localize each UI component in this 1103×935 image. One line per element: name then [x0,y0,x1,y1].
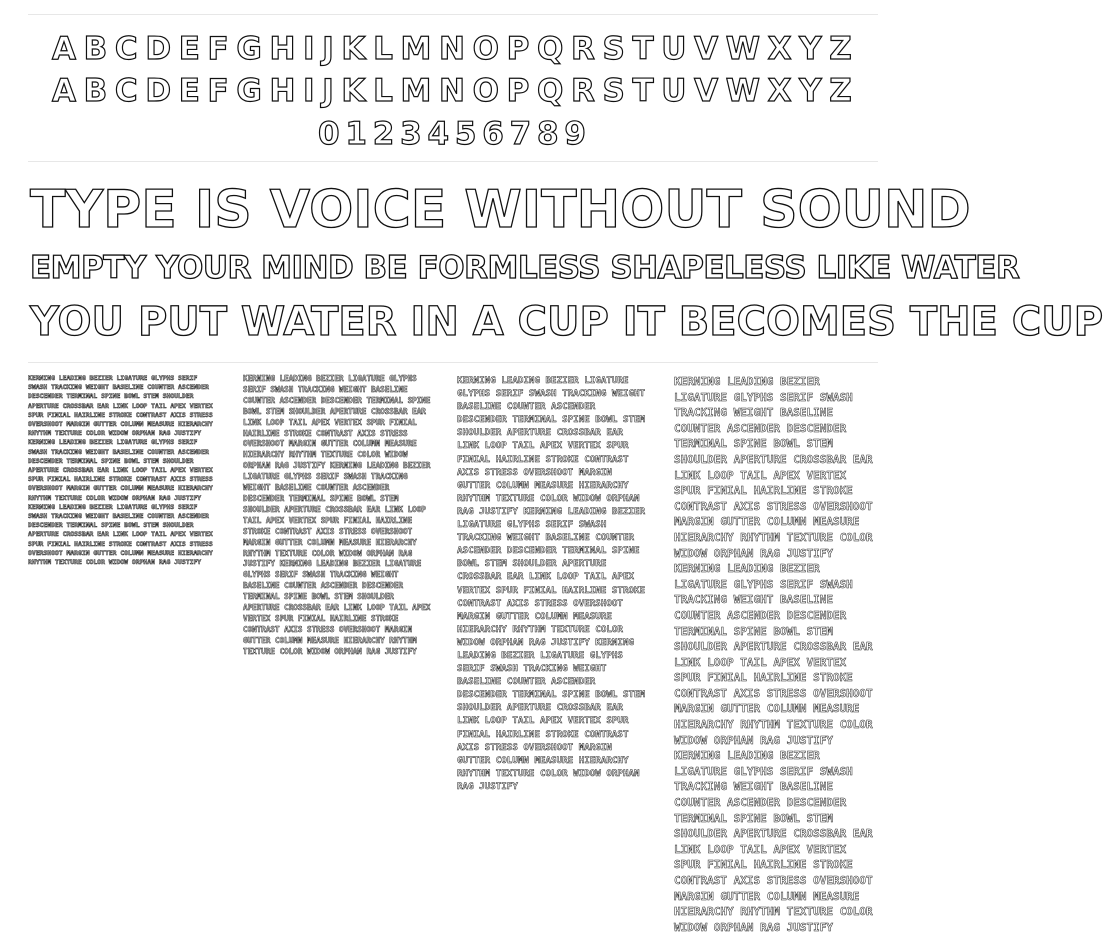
glyph-p: P [506,31,530,67]
glyph-n: N [439,73,465,109]
glyph-s: S [602,73,625,109]
glyph-m: M [400,31,432,67]
glyph-v: V [694,73,719,109]
glyph-r: R [570,31,595,67]
glyph-j: J [322,73,334,109]
glyph-q: Q [536,73,564,109]
glyph-d: D [145,31,172,67]
lowercase-alphabet-row [52,72,852,110]
glyph-x: X [767,73,792,109]
text-sample-column-small: KERNING LEADING BEZIER LIGATURE GLYPHS SERIF SWASH TRACKING WEIGHT BASELINE COUNTER ASCENDER DESCENDER TERMINAL SPINE BOWL STEM SHOULDER APERTURE CROSSBAR EAR LINK LOOP TAIL APEX VERTEX SPUR FINIAL HAIRLINE STROKE CONTRAST AXIS STRESS OVERSHOOT MARGIN GUTTER COLUMN MEASURE HIERARCHY RHYTHM TEXTURE COLOR WIDOW ORPHAN RAG JUSTIFY KERNING LEADING BEZIER LIGATURE GLYPHS SERIF SWASH TRACKING WEIGHT BASELINE COUNTER ASCENDER DESCENDER TERMINAL SPINE BOWL STEM SHOULDER APERTURE CROSSBAR EAR LINK LOOP TAIL APEX VERTEX SPUR FINIAL HAIRLINE STROKE CONTRAST AXIS STRESS OVERSHOOT MARGIN GUTTER COLUMN MEASURE HIERARCHY RHYTHM TEXTURE COLOR WIDOW ORPHAN RAG JUSTIFY KERNING LEADING BEZIER LIGATURE GLYPHS SERIF SWASH TRACKING WEIGHT BASELINE COUNTER ASCENDER DESCENDER TERMINAL SPINE BOWL STEM SHOULDER APERTURE CROSSBAR EAR LINK LOOP TAIL APEX VERTEX SPUR FINIAL HAIRLINE STROKE CONTRAST AXIS STRESS OVERSHOOT MARGIN GUTTER COLUMN MEASURE HIERARCHY RHYTHM TEXTURE COLOR WIDOW ORPHAN RAG JUSTIFY [28,374,213,567]
glyph-k: K [341,31,366,67]
glyph-e: E [178,31,200,67]
showcase-line-3: YOU PUT WATER IN A CUP IT BECOMES THE CUP [30,299,1103,345]
text-sample-column-large: KERNING LEADING BEZIER LIGATURE GLYPHS SERIF SWASH TRACKING WEIGHT BASELINE COUNTER ASCENDER DESCENDER TERMINAL SPINE BOWL STEM SHOULDER APERTURE CROSSBAR EAR LINK LOOP TAIL APEX VERTEX SPUR FINIAL HAIRLINE STROKE CONTRAST AXIS STRESS OVERSHOOT MARGIN GUTTER COLUMN MEASURE HIERARCHY RHYTHM TEXTURE COLOR WIDOW ORPHAN RAG JUSTIFY KERNING LEADING BEZIER LIGATURE GLYPHS SERIF SWASH TRACKING WEIGHT BASELINE COUNTER ASCENDER DESCENDER TERMINAL SPINE BOWL STEM SHOULDER APERTURE CROSSBAR EAR LINK LOOP TAIL APEX VERTEX SPUR FINIAL HAIRLINE STROKE CONTRAST AXIS STRESS OVERSHOOT MARGIN GUTTER COLUMN MEASURE HIERARCHY RHYTHM TEXTURE COLOR WIDOW ORPHAN RAG JUSTIFY KERNING LEADING BEZIER LIGATURE GLYPHS SERIF SWASH TRACKING WEIGHT BASELINE COUNTER ASCENDER DESCENDER TERMINAL SPINE BOWL STEM SHOULDER APERTURE CROSSBAR EAR LINK LOOP TAIL APEX VERTEX SPUR FINIAL HAIRLINE STROKE CONTRAST AXIS STRESS OVERSHOOT MARGIN GUTTER COLUMN MEASURE HIERARCHY RHYTHM TEXTURE COLOR WIDOW ORPHAN RAG JUSTIFY [457,375,646,792]
glyph-h: H [269,31,296,67]
glyph-i: I [303,73,315,109]
glyph-l: L [373,31,393,67]
showcase-line-2: EMPTY YOUR MIND BE FORMLESS SHAPELESS LIKE WATER [30,250,1020,286]
glyph-k: K [341,73,366,109]
glyph-u: U [661,73,687,109]
glyph-n: N [439,31,465,67]
glyph-d: D [145,73,172,109]
glyph-2: 2 [372,116,395,152]
glyph-9: 9 [564,116,586,152]
glyph-m: M [400,73,432,109]
glyph-a: A [52,31,76,67]
glyph-b: B [83,31,108,67]
glyph-v: V [694,31,719,67]
digits-row [318,114,586,154]
glyph-f: F [207,73,229,109]
glyph-p: P [506,73,530,109]
glyph-1: 1 [345,116,367,152]
glyph-c: C [114,31,138,67]
glyph-s: S [602,31,625,67]
glyph-7: 7 [509,116,532,152]
glyph-f: F [207,31,229,67]
glyph-z: Z [829,73,852,109]
glyph-b: B [83,73,108,109]
glyph-o: O [472,31,499,67]
glyph-e: E [178,73,200,109]
glyph-c: C [114,73,138,109]
glyph-y: Y [799,31,822,67]
glyph-5: 5 [454,116,477,152]
glyph-t: T [632,73,654,109]
glyph-8: 8 [537,116,559,152]
glyph-r: R [570,73,595,109]
top-divider [28,14,878,15]
text-sample-column-xlarge: KERNING LEADING BEZIER LIGATURE GLYPHS SERIF SWASH TRACKING WEIGHT BASELINE COUNTER ASCENDER DESCENDER TERMINAL SPINE BOWL STEM SHOULDER APERTURE CROSSBAR EAR LINK LOOP TAIL APEX VERTEX SPUR FINIAL HAIRLINE STROKE CONTRAST AXIS STRESS OVERSHOOT MARGIN GUTTER COLUMN MEASURE HIERARCHY RHYTHM TEXTURE COLOR WIDOW ORPHAN RAG JUSTIFY KERNING LEADING BEZIER LIGATURE GLYPHS SERIF SWASH TRACKING WEIGHT BASELINE COUNTER ASCENDER DESCENDER TERMINAL SPINE BOWL STEM SHOULDER APERTURE CROSSBAR EAR LINK LOOP TAIL APEX VERTEX SPUR FINIAL HAIRLINE STROKE CONTRAST AXIS STRESS OVERSHOOT MARGIN GUTTER COLUMN MEASURE HIERARCHY RHYTHM TEXTURE COLOR WIDOW ORPHAN RAG JUSTIFY KERNING LEADING BEZIER LIGATURE GLYPHS SERIF SWASH TRACKING WEIGHT BASELINE COUNTER ASCENDER DESCENDER TERMINAL SPINE BOWL STEM SHOULDER APERTURE CROSSBAR EAR LINK LOOP TAIL APEX VERTEX SPUR FINIAL HAIRLINE STROKE CONTRAST AXIS STRESS OVERSHOOT MARGIN GUTTER COLUMN MEASURE HIERARCHY RHYTHM TEXTURE COLOR WIDOW ORPHAN RAG JUSTIFY [674,375,873,934]
glyph-q: Q [536,31,564,67]
uppercase-alphabet-row [52,30,852,68]
glyph-4: 4 [427,116,450,152]
glyph-g: G [236,73,262,109]
glyph-t: T [632,31,654,67]
glyph-3: 3 [400,116,422,152]
glyph-z: Z [829,31,852,67]
glyph-x: X [767,31,792,67]
glyph-o: O [472,73,499,109]
glyph-w: W [725,31,760,67]
glyph-y: Y [799,73,822,109]
glyph-w: W [725,73,760,109]
showcase-line-1: TYPE IS VOICE WITHOUT SOUND [30,180,971,240]
glyph-i: I [303,31,315,67]
glyph-j: J [322,31,334,67]
glyph-0: 0 [318,116,340,152]
glyph-u: U [661,31,687,67]
alphabet-divider [28,161,878,162]
glyph-6: 6 [482,116,504,152]
glyph-a: A [52,73,76,109]
text-sample-column-medium: KERNING LEADING BEZIER LIGATURE GLYPHS SERIF SWASH TRACKING WEIGHT BASELINE COUNTER ASCENDER DESCENDER TERMINAL SPINE BOWL STEM SHOULDER APERTURE CROSSBAR EAR LINK LOOP TAIL APEX VERTEX SPUR FINIAL HAIRLINE STROKE CONTRAST AXIS STRESS OVERSHOOT MARGIN GUTTER COLUMN MEASURE HIERARCHY RHYTHM TEXTURE COLOR WIDOW ORPHAN RAG JUSTIFY KERNING LEADING BEZIER LIGATURE GLYPHS SERIF SWASH TRACKING WEIGHT BASELINE COUNTER ASCENDER DESCENDER TERMINAL SPINE BOWL STEM SHOULDER APERTURE CROSSBAR EAR LINK LOOP TAIL APEX VERTEX SPUR FINIAL HAIRLINE STROKE CONTRAST AXIS STRESS OVERSHOOT MARGIN GUTTER COLUMN MEASURE HIERARCHY RHYTHM TEXTURE COLOR WIDOW ORPHAN RAG JUSTIFY KERNING LEADING BEZIER LIGATURE GLYPHS SERIF SWASH TRACKING WEIGHT BASELINE COUNTER ASCENDER DESCENDER TERMINAL SPINE BOWL STEM SHOULDER APERTURE CROSSBAR EAR LINK LOOP TAIL APEX VERTEX SPUR FINIAL HAIRLINE STROKE CONTRAST AXIS STRESS OVERSHOOT MARGIN GUTTER COLUMN MEASURE HIERARCHY RHYTHM TEXTURE COLOR WIDOW ORPHAN RAG JUSTIFY [243,374,431,656]
glyph-g: G [236,31,262,67]
showcase-divider [28,362,878,363]
glyph-h: H [269,73,296,109]
glyph-l: L [373,73,393,109]
